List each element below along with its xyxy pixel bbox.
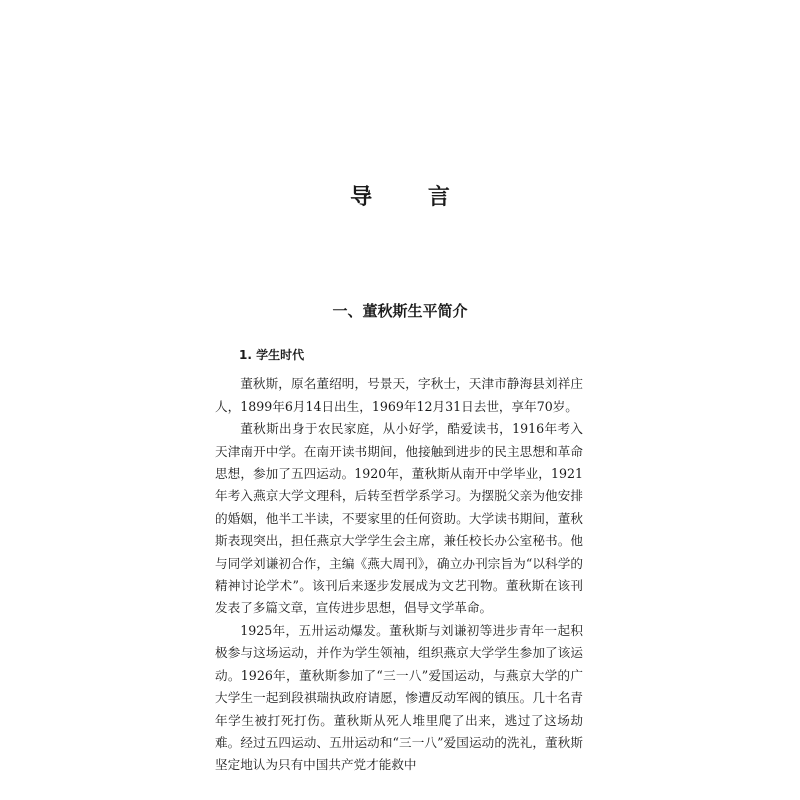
sub-heading: 1. 学生时代 [239, 348, 305, 362]
paragraph-2: 董秋斯出身于农民家庭，从小好学，酷爱读书，1916年考入天津南开中学。在南开读书期间，他接触到进步的民主思想和革命思想，参加了五四运动。1920年，董秋斯从南开中学毕业，1921年考入燕京大学文理科，后转至哲学系学习。为摆脱父亲为他安排的婚姻，他半工半读，不要家里的任何资助。大学读书期间，董秋斯表现突出，担任燕京大学学生会主席，兼任校长办公室秘书。他与同学刘谦初合作，主编《燕大周刊》，确立办刊宗旨为“以科学的精神讨论学术”。该刊后来逐步发展成为文艺刊物。董秋斯在该刊发表了多篇文章，宣传进步思想，倡导文学革命。 [215, 421, 583, 616]
section-title: 一、董秋斯生平简介 [332, 302, 468, 320]
paragraph-1: 董秋斯，原名董绍明，号景天，字秋士，天津市静海县刘祥庄人，1899年6月14日出生，1969年12月31日去世，享年70岁。 [215, 376, 583, 414]
chapter-title: 导 言 [350, 185, 474, 210]
paragraph-3: 1925年，五卅运动爆发。董秋斯与刘谦初等进步青年一起积极参与这场运动，并作为学生领袖，组织燕京大学学生参加了该运动。1926年，董秋斯参加了“三一八”爱国运动，与燕京大学的广大学生一起到段祺瑞执政府请愿，惨遭反动军阀的镇压。几十名青年学生被打死打伤。董秋斯从死人堆里爬了出来，逃过了这场劫难。经过五四运动、五卅运动和“三一八”爱国运动的洗礼，董秋斯坚定地认为只有中国共产党才能救中 [215, 622, 583, 773]
body-text [215, 344, 583, 777]
